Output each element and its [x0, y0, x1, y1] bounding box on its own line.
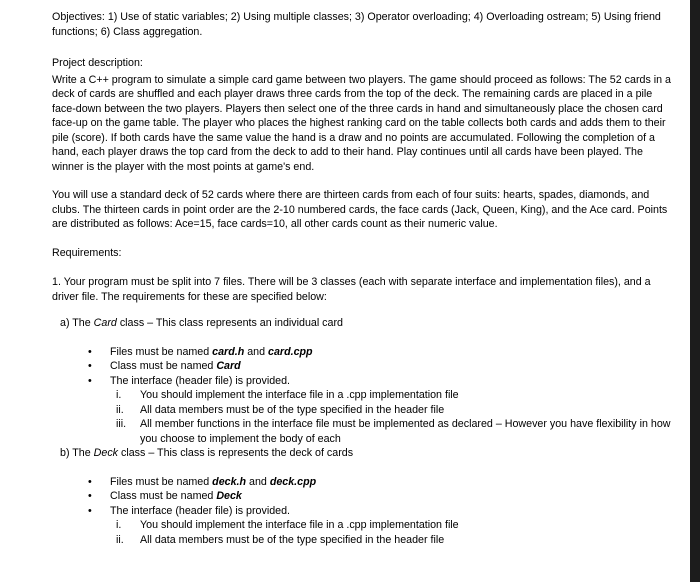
list-item	[52, 489, 672, 504]
project-description-paragraph: Write a C++ program to simulate a simple card game between two players. The game should proceed as follows: The 52 cards in a deck of cards are shuffled and each player draws three cards from the top of the deck. The remaining cards are placed in a pile face-down between the two players. Players then select one of the three cards in hand and simultaneously place the chosen card face-up on the game table. The player who places the highest ranking card on the table collects both cards and adds them to their pile (score). If both cards have the same value the hand is a draw and no points are accumulated. Following the completion of a hand, each player draws the top card from the deck to add to their hand. Play continues until all cards have been played. The winner is the player with the most points at game's end.	[52, 73, 672, 173]
roman-numeral: iii.	[116, 418, 127, 430]
card-files-and: and	[244, 345, 269, 358]
project-description-heading: Project description:	[52, 57, 143, 69]
deck-files-prefix: Files must be named	[110, 475, 213, 488]
list-item	[52, 518, 672, 533]
sub-item-text: All data members must be of the type specified in the header file	[140, 403, 445, 416]
roman-numeral: i.	[116, 519, 122, 531]
card-sub-items-list	[52, 388, 672, 446]
card-class-name: Card	[93, 317, 117, 329]
deck-class-heading-suffix: class – This class is represents the deck of cards	[118, 447, 354, 459]
list-item	[52, 504, 672, 519]
deck-sub-items-list	[52, 518, 672, 547]
list-item	[52, 388, 672, 403]
bullet-icon: •	[88, 360, 92, 372]
card-class-heading	[60, 316, 672, 331]
deck-header-file: deck.h	[212, 475, 247, 488]
card-class-required-name: Card	[216, 360, 241, 372]
list-item	[52, 403, 672, 418]
bullet-icon: •	[88, 345, 92, 358]
card-interface-note: The interface (header file) is provided.	[110, 374, 290, 387]
card-requirements-list	[52, 345, 672, 447]
deck-interface-note: The interface (header file) is provided.	[110, 504, 290, 517]
card-class-heading-prefix: a) The	[60, 317, 94, 329]
document-content	[52, 10, 672, 547]
bullet-icon: •	[88, 490, 92, 502]
sub-item-text: All member functions in the interface file must be implemented as declared – However you have flexibility in how you choose to implement the body of each	[140, 418, 671, 445]
deck-description-paragraph: You will use a standard deck of 52 cards where there are thirteen cards from each of four suits: hearts, spades, diamonds, and clubs. The thirteen cards in point order are the 2-10 numbered cards, the face cards (Jack, Queen, King), and the Ace card. Points are distributed as follows: Ace=15, face cards=10, all other cards count as their numeric value.	[52, 189, 668, 230]
deck-class-heading	[60, 446, 672, 461]
card-class-name-prefix: Class must be named	[110, 360, 217, 372]
deck-impl-file: deck.cpp	[269, 475, 317, 488]
roman-numeral: i.	[116, 389, 122, 401]
deck-class-name-prefix: Class must be named	[110, 490, 217, 502]
deck-class-required-name: Deck	[216, 490, 242, 502]
list-item	[52, 359, 672, 374]
roman-numeral: ii.	[116, 403, 124, 416]
list-item	[52, 475, 672, 490]
deck-class-name: Deck	[93, 447, 119, 459]
card-header-file: card.h	[212, 345, 245, 358]
requirements-heading: Requirements:	[52, 246, 122, 259]
bullet-icon: •	[88, 504, 92, 517]
deck-class-heading-prefix: b) The	[60, 447, 94, 459]
requirement-1-paragraph: 1. Your program must be split into 7 files. There will be 3 classes (each with separate interface and implementation files), and a driver file. The requirements for these are specified below:	[52, 276, 651, 303]
deck-requirements-list	[52, 475, 672, 548]
sub-item-text: All data members must be of the type specified in the header file	[140, 533, 445, 546]
list-item	[52, 374, 672, 389]
list-item	[52, 345, 672, 360]
card-impl-file: card.cpp	[268, 345, 313, 358]
card-class-heading-suffix: class – This class represents an individual card	[116, 317, 343, 329]
list-item	[52, 417, 672, 446]
bullet-icon: •	[88, 475, 92, 488]
deck-sub-items-container	[52, 518, 672, 547]
card-files-prefix: Files must be named	[110, 345, 213, 358]
roman-numeral: ii.	[116, 533, 124, 546]
list-item	[52, 533, 672, 548]
sub-item-text: You should implement the interface file in a .cpp implementation file	[140, 519, 459, 531]
card-sub-items-container	[52, 388, 672, 446]
deck-files-and: and	[246, 475, 270, 488]
objectives-paragraph: Objectives: 1) Use of static variables; 2) Using multiple classes; 3) Operator overloading; 4) Overloading ostream; 5) Using friend functions; 6) Class aggregation.	[52, 11, 661, 38]
sub-item-text: You should implement the interface file in a .cpp implementation file	[140, 389, 459, 401]
bullet-icon: •	[88, 374, 92, 387]
